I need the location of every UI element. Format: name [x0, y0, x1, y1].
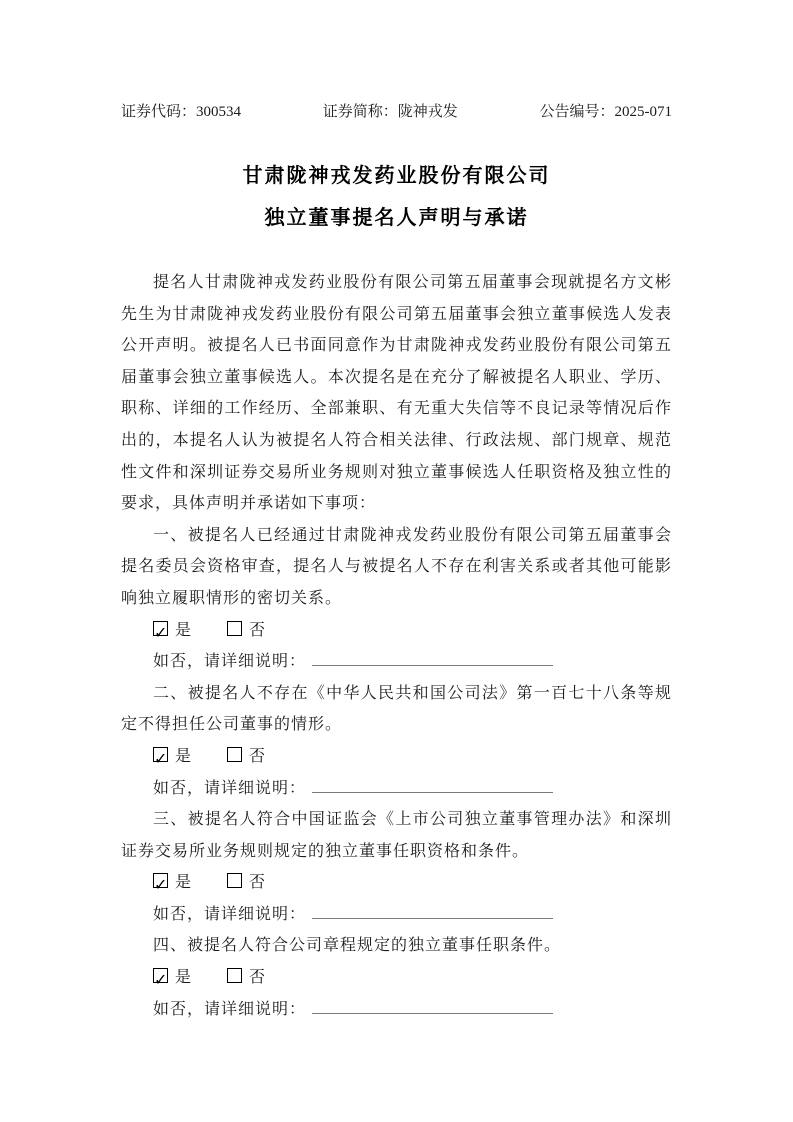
item-4-explain-blank	[312, 996, 553, 1014]
yes-label: 是	[175, 969, 193, 987]
item-3-yes-no-row	[121, 867, 672, 899]
company-title: 甘肃陇神戎发药业股份有限公司	[242, 165, 551, 187]
item-2-no-checkbox	[227, 747, 242, 762]
item-1-yes-checkbox	[153, 621, 168, 636]
item-2-yes-checkbox	[153, 747, 168, 762]
item-3-yes-checkbox	[153, 873, 168, 888]
yes-label: 是	[175, 621, 193, 639]
item-4-no-checkbox	[227, 968, 242, 983]
item-3-no-checkbox	[227, 873, 242, 888]
item-2-explain-row	[121, 773, 672, 805]
yes-label: 是	[175, 874, 193, 892]
item-1-paragraph: 一、被提名人已经通过甘肃陇神戎发药业股份有限公司第五届董事会提名委员会资格审查，提名人与被提名人不存在利害关系或者其他可能影响独立履职情形的密切关系。	[121, 526, 672, 607]
document-content	[121, 103, 672, 1025]
no-label: 否	[249, 874, 267, 892]
explain-label: 如否，请详细说明：	[153, 905, 307, 923]
document-body	[121, 267, 672, 1025]
no-label: 否	[249, 747, 267, 765]
item-2-yes-no-row	[121, 741, 672, 773]
intro-paragraph: 提名人甘肃陇神戎发药业股份有限公司第五届董事会现就提名方文彬先生为甘肃陇神戎发药业股份有限公司第五届董事会独立董事候选人发表公开声明。被提名人已书面同意作为甘肃陇神戎发药业股份有限公司第五届董事会独立董事候选人。本次提名是在充分了解被提名人职业、学历、职称、详细的工作经历、全部兼职、有无重大失信等不良记录等情况后作出的，本提名人认为被提名人符合相关法律、行政法规、部门规章、规范性文件和深圳证券交易所业务规则对独立董事候选人任职资格及独立性的要求，具体声明并承诺如下事项：	[121, 274, 672, 513]
item-1-explain-row	[121, 646, 672, 678]
item-3-explain-blank	[312, 901, 553, 919]
item-4-paragraph: 四、被提名人符合公司章程规定的独立董事任职条件。	[153, 937, 562, 955]
item-2-explain-blank	[312, 775, 553, 793]
no-label: 否	[249, 969, 267, 987]
item-1-yes-no-row	[121, 615, 672, 647]
explain-label: 如否，请详细说明：	[153, 779, 307, 797]
no-label: 否	[249, 621, 267, 639]
title-block	[121, 155, 672, 239]
item-1-no-checkbox	[227, 621, 242, 636]
yes-label: 是	[175, 747, 193, 765]
announcement-number: 公告编号：2025-071	[539, 104, 672, 120]
explain-label: 如否，请详细说明：	[153, 1000, 307, 1018]
explain-label: 如否，请详细说明：	[153, 653, 307, 671]
item-1-explain-blank	[312, 648, 553, 666]
announcement-header	[121, 103, 672, 121]
item-4-yes-checkbox	[153, 968, 168, 983]
item-4-yes-no-row	[121, 962, 672, 994]
item-3-paragraph: 三、被提名人符合中国证监会《上市公司独立董事管理办法》和深圳证券交易所业务规则规定的独立董事任职资格和条件。	[121, 811, 672, 860]
stock-name: 证券简称：陇神戎发	[322, 104, 458, 120]
stock-code: 证券代码：300534	[121, 104, 242, 120]
item-4-explain-row	[121, 994, 672, 1026]
document-title: 独立董事提名人声明与承诺	[264, 207, 529, 229]
item-3-explain-row	[121, 899, 672, 931]
item-2-paragraph: 二、被提名人不存在《中华人民共和国公司法》第一百七十八条等规定不得担任公司董事的情形。	[121, 684, 672, 734]
